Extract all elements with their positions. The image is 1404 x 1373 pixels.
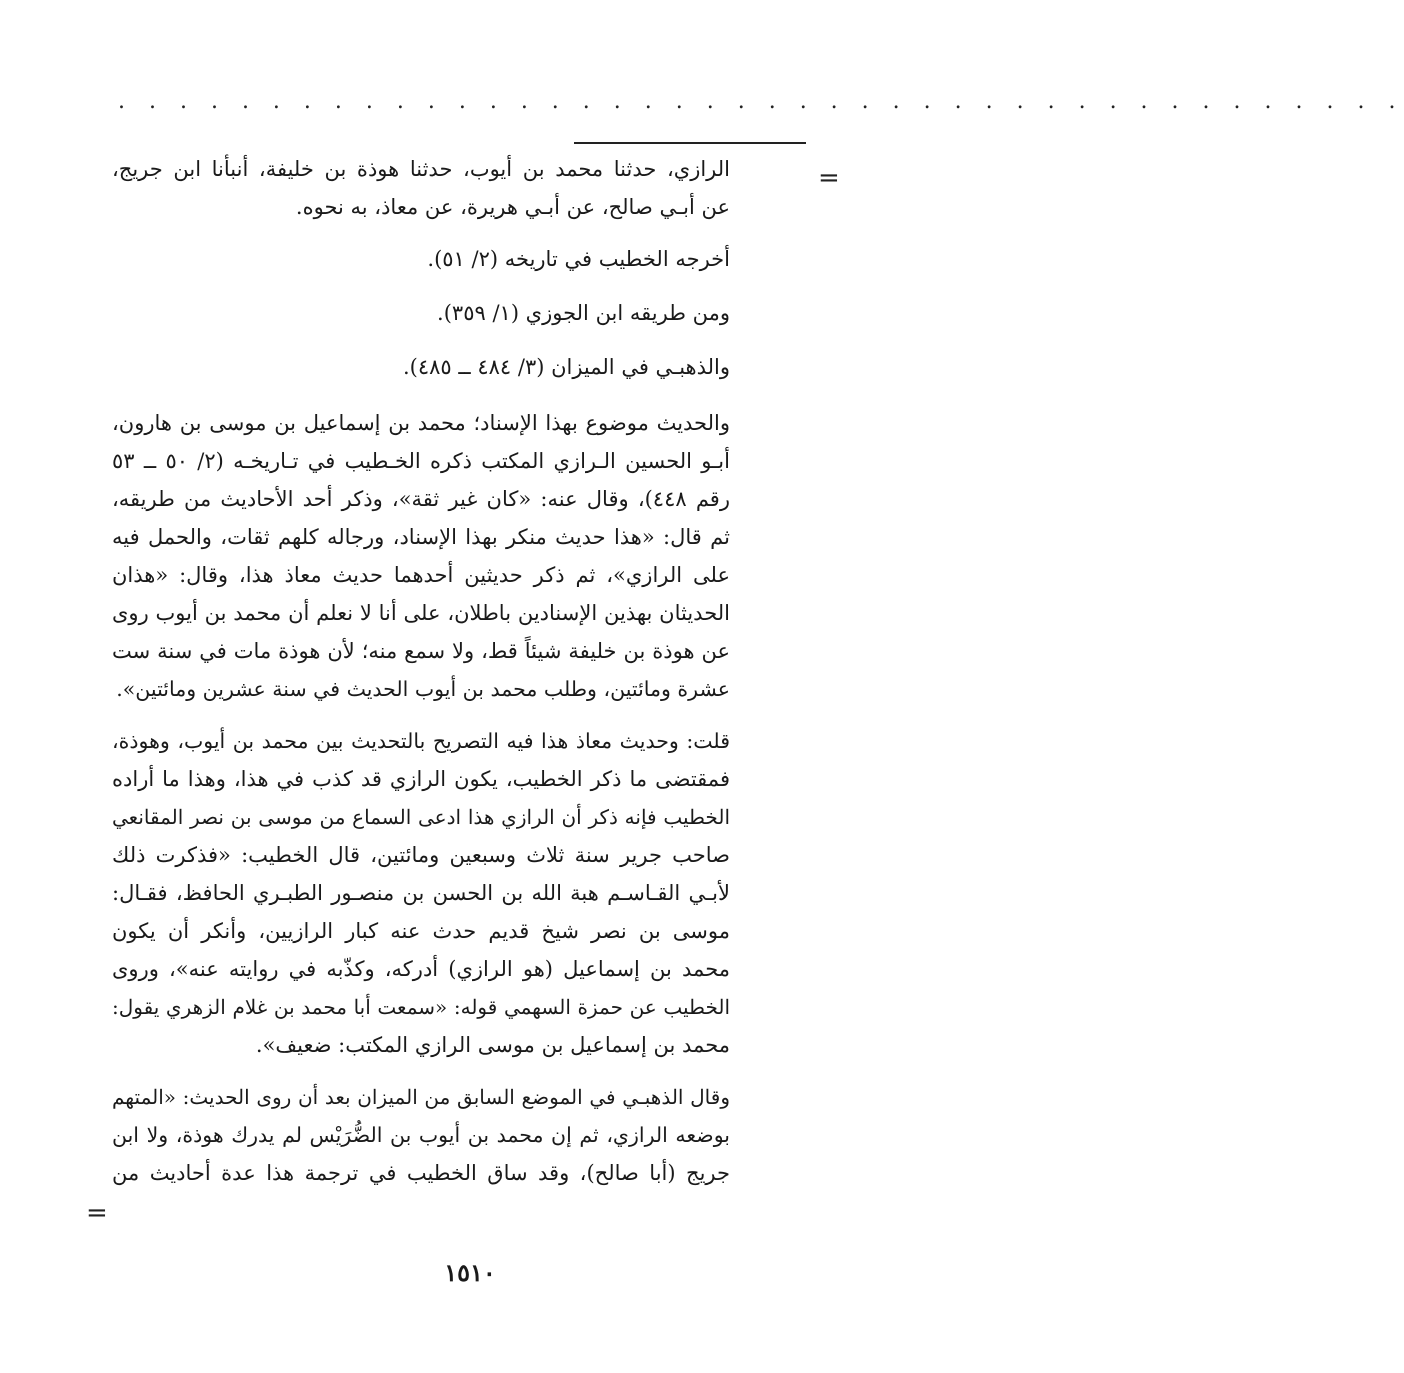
text-line: بوضعه الرازي، ثم إن محمد بن أيوب بن الضُّرَيْس لم يدرك هوذة، ولا ابن [112,1123,730,1147]
continuation-mark-top: = [818,163,840,193]
text-line: صاحب جرير سنة ثلاث وسبعين ومائتين، قال الخطيب: «فذكرت ذلك [112,843,730,867]
text-line: عن أبـي صالح، عن أبـي هريرة، عن معاذ، به نحوه. [295,195,730,219]
text-line: محمد بن إسماعيل بن موسى الرازي المكتب: ضعيف». [255,1033,730,1057]
text-line: رقم ٤٤٨)، وقال عنه: «كان غير ثقة»، وذكر أحد الأحاديث من طريقه، [112,487,730,511]
text-line: ومن طريقه ابن الجوزي (١/ ٣٥٩). [437,301,730,325]
text-line: قلت: وحديث معاذ هذا فيه التصريح بالتحديث بين محمد بن أيوب، وهوذة، [112,729,730,753]
text-line: والحديث موضوع بهذا الإسناد؛ محمد بن إسماعيل بن موسى بن هارون، [112,411,730,435]
text-line: والذهبـي في الميزان (٣/ ٤٨٤ ــ ٤٨٥). [402,355,730,379]
text-line: عشرة ومائتين، وطلب محمد بن أيوب الحديث في سنة عشرين ومائتين». [116,677,730,701]
text-line: ثم قال: «هذا حديث منكر بهذا الإسناد، ورجاله كلهم ثقات، والحمل فيه [112,525,730,549]
text-line: محمد بن إسماعيل (هو الرازي) أدركه، وكذّبه في روايته عنه»، وروى [112,957,730,981]
page-number: ١٥١٠ [444,1258,496,1287]
footnote-text [112,150,730,1192]
continuation-mark-bottom: = [86,1198,108,1228]
text-line: على الرازي»، ثم ذكر حديثين أحدهما حديث معاذ هذا، وقال: «هذان [112,563,730,587]
text-line: الرازي، حدثنا محمد بن أيوب، حدثنا هوذة بن خليفة، أنبأنا ابن جريج، [112,157,730,181]
text-line: الخطيب فإنه ذكر أن الرازي هذا ادعى السماع من موسى بن نصر المقانعي [112,805,730,829]
text-line: موسى بن نصر شيخ قديم حدث عنه كبار الرازيين، وأنكر أن يكون [112,919,730,943]
text-line: الحديثان بهذين الإسنادين باطلان، على أنا لا نعلم أن محمد بن أيوب روى [112,601,730,625]
footnote-separator-dots: . . . . . . . . . . . . . . . . . . . . . . . . . . . . . . . . . . . . . . . . . . [118,89,1404,114]
text-line: الخطيب عن حمزة السهمي قوله: «سمعت أبا محمد بن غلام الزهري يقول: [112,995,730,1019]
text-line: وقال الذهبـي في الموضع السابق من الميزان بعد أن روى الحديث: «المتهم [112,1085,730,1109]
text-line: فمقتضى ما ذكر الخطيب، يكون الرازي قد كذب في هذا، وهذا ما أراده [112,767,730,791]
text-line: أخرجه الخطيب في تاريخه (٢/ ٥١). [427,247,730,271]
text-line: أبـو الحسين الـرازي المكتب ذكره الخـطيب في تـاريخـه (٢/ ٥٠ ــ ٥٣ [112,449,730,473]
text-line: جريج (أبا صالح)، وقد ساق الخطيب في ترجمة هذا عدة أحاديث من [112,1161,730,1185]
text-line: عن هوذة بن خليفة شيئاً قط، ولا سمع منه؛ لأن هوذة مات في سنة ست [112,639,730,663]
text-line: لأبـي القـاسـم هبة الله بن الحسن بن منصـور الطبـري الحافظ، فقـال: [112,881,730,905]
footnote-rule [574,142,806,144]
